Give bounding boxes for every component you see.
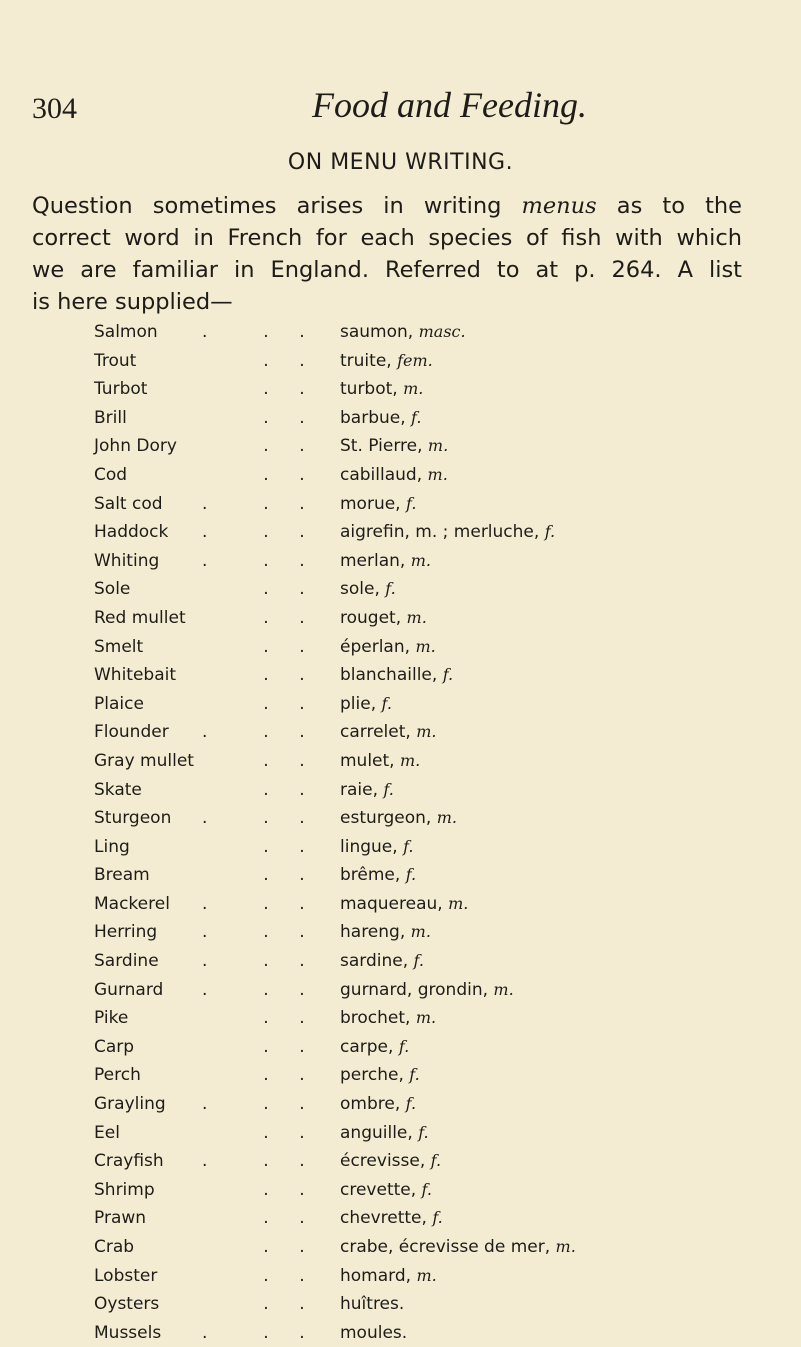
french-name-text: crabe, écrevisse de mer, <box>340 1237 551 1257</box>
running-title: Food and Feeding. <box>312 85 587 125</box>
gender-abbreviation: f. <box>411 407 422 427</box>
list-item <box>94 918 734 947</box>
list-item <box>94 604 734 633</box>
gender-abbreviation: f. <box>385 579 396 599</box>
french-fish-name <box>340 1319 407 1347</box>
dot-leader: . . <box>263 379 305 400</box>
french-name-text: perche, <box>340 1065 404 1086</box>
french-fish-name <box>340 1176 432 1204</box>
list-item <box>94 1262 734 1291</box>
dot-leader: . . <box>263 579 305 600</box>
french-fish-name <box>340 804 457 832</box>
list-item <box>94 690 734 719</box>
french-name-text: carrelet, <box>340 722 411 743</box>
list-item <box>94 375 734 404</box>
french-fish-name <box>340 490 416 518</box>
english-fish-name: Cod <box>94 464 128 485</box>
english-fish-name: Gurnard <box>94 979 164 1000</box>
list-item <box>94 461 734 490</box>
french-fish-name <box>340 976 514 1004</box>
french-name-text: gurnard, grondin, <box>340 979 489 1000</box>
french-fish-name <box>340 1061 420 1089</box>
list-item <box>94 718 734 747</box>
dot-leader: . . <box>263 1208 305 1229</box>
dot-leader: . . <box>263 1008 305 1029</box>
english-fish-name: Pike <box>94 1008 129 1029</box>
dot-leader: . . <box>263 350 305 371</box>
dot-leader: . . <box>263 1122 305 1143</box>
french-fish-name <box>340 690 392 718</box>
list-item <box>94 318 734 347</box>
french-fish-name <box>340 347 433 375</box>
french-fish-name <box>340 1119 429 1147</box>
gender-abbreviation: masc. <box>418 322 466 341</box>
intro-line: is here supplied— <box>32 289 233 315</box>
english-fish-name: Flounder <box>94 722 169 743</box>
dot-leader: . . <box>263 665 305 686</box>
gender-abbreviation: m. <box>427 464 448 484</box>
dot-leader: . . <box>263 750 305 771</box>
english-fish-name: Grayling <box>94 1094 166 1115</box>
french-name-text: esturgeon, <box>340 808 432 829</box>
french-fish-name <box>340 661 453 689</box>
english-fish-name: Crayfish <box>94 1151 164 1172</box>
english-fish-name: Carp <box>94 1036 135 1057</box>
dot-leader: . . <box>263 951 305 972</box>
gender-abbreviation: f. <box>381 693 392 713</box>
dot-leader: . . <box>263 636 305 657</box>
list-item <box>94 1319 734 1347</box>
english-name-dot: . <box>202 922 208 943</box>
list-item <box>94 1147 734 1176</box>
gender-abbreviation: f. <box>418 1122 429 1142</box>
french-name-text: crevette, <box>340 1179 417 1200</box>
dot-leader: . . <box>263 464 305 485</box>
fish-name-list <box>94 318 734 1347</box>
english-name-dot: . <box>202 808 208 829</box>
french-name-text: morue, <box>340 493 401 514</box>
list-item <box>94 1290 734 1319</box>
english-fish-name: Sturgeon <box>94 808 172 829</box>
english-fish-name: Smelt <box>94 636 144 657</box>
english-name-dot: . <box>202 1094 208 1115</box>
english-fish-name: Sardine <box>94 951 159 972</box>
french-fish-name <box>340 718 436 746</box>
french-name-text: ombre, <box>340 1094 401 1115</box>
english-name-dot: . <box>202 893 208 914</box>
dot-leader: . . <box>263 1265 305 1286</box>
french-fish-name <box>340 861 416 889</box>
french-name-text: moules. <box>340 1322 408 1343</box>
english-name-dot: . <box>202 522 208 543</box>
dot-leader: . . <box>263 1036 305 1057</box>
english-fish-name: Mussels <box>94 1322 162 1343</box>
french-name-text: blanchaille, <box>340 665 438 686</box>
list-item <box>94 1119 734 1148</box>
gender-abbreviation: m. <box>427 436 449 456</box>
intro-line: Question sometimes arises in writing menus as to the <box>32 193 743 219</box>
list-item <box>94 547 734 576</box>
list-item <box>94 1233 734 1262</box>
french-fish-name <box>340 575 396 603</box>
english-fish-name: Oysters <box>94 1294 160 1315</box>
list-item <box>94 747 734 776</box>
list-item <box>94 1061 734 1090</box>
english-fish-name: Gray mullet <box>94 750 194 771</box>
dot-leader: . . <box>263 522 305 543</box>
gender-abbreviation: m. <box>493 979 514 999</box>
french-name-text: aigrefin, m. ; merluche, <box>340 522 540 543</box>
gender-abbreviation: m. <box>406 607 427 627</box>
dot-leader: . . <box>263 550 305 571</box>
english-fish-name: John Dory <box>94 436 177 457</box>
french-name-text: raie, <box>340 779 378 800</box>
list-item <box>94 347 734 376</box>
gender-abbreviation: fem. <box>397 350 433 370</box>
french-fish-name <box>340 1204 443 1232</box>
french-name-text: rouget, <box>340 607 402 628</box>
list-item <box>94 1004 734 1033</box>
french-name-text: turbot, <box>340 379 398 400</box>
french-fish-name <box>340 833 414 861</box>
french-fish-name <box>340 947 424 975</box>
gender-abbreviation: f. <box>432 1208 443 1228</box>
dot-leader: . . <box>263 1094 305 1115</box>
french-name-text: mulet, <box>340 750 395 771</box>
list-item <box>94 1176 734 1205</box>
list-item <box>94 1033 734 1062</box>
french-fish-name <box>340 547 431 575</box>
english-fish-name: Red mullet <box>94 607 186 628</box>
english-fish-name: Perch <box>94 1065 141 1086</box>
french-fish-name <box>340 375 423 403</box>
gender-abbreviation: f. <box>383 779 394 799</box>
french-name-text: sole, <box>340 579 380 600</box>
gender-abbreviation: f. <box>430 1151 442 1171</box>
list-item <box>94 518 734 547</box>
french-fish-name <box>340 1147 441 1175</box>
list-item <box>94 575 734 604</box>
french-fish-name <box>340 1262 437 1290</box>
gender-abbreviation: m. <box>415 1008 437 1028</box>
english-name-dot: . <box>202 322 208 342</box>
french-name-text: homard, <box>340 1265 412 1286</box>
gender-abbreviation: f. <box>403 836 414 856</box>
list-item <box>94 633 734 662</box>
french-name-text: truite, <box>340 350 392 371</box>
english-fish-name: Ling <box>94 836 130 857</box>
french-name-text: St. Pierre, <box>340 436 423 457</box>
dot-leader: . . <box>263 808 305 829</box>
list-item <box>94 1204 734 1233</box>
list-item <box>94 432 734 461</box>
french-fish-name <box>340 461 448 489</box>
list-item <box>94 661 734 690</box>
dot-leader: . . <box>263 1237 305 1257</box>
english-name-dot: . <box>202 550 208 571</box>
dot-leader: . . <box>263 893 305 914</box>
dot-leader: . . <box>263 1065 305 1086</box>
dot-leader: . . <box>263 693 305 714</box>
dot-leader: . . <box>263 722 305 743</box>
dot-leader: . . <box>263 1151 305 1172</box>
dot-leader: . . <box>263 1179 305 1200</box>
list-item <box>94 776 734 805</box>
english-fish-name: Crab <box>94 1237 135 1257</box>
french-fish-name <box>340 604 427 632</box>
intro-paragraph <box>32 190 742 318</box>
french-fish-name <box>340 918 431 946</box>
french-name-text: sardine, <box>340 951 409 972</box>
english-fish-name: Salt cod <box>94 493 163 514</box>
gender-abbreviation: f. <box>442 665 454 685</box>
english-fish-name: Lobster <box>94 1265 158 1286</box>
dot-leader: . . <box>263 322 305 342</box>
french-fish-name <box>340 318 466 346</box>
french-fish-name <box>340 1290 404 1318</box>
french-fish-name <box>340 404 421 432</box>
dot-leader: . . <box>263 493 305 514</box>
french-fish-name <box>340 747 420 775</box>
french-fish-name <box>340 518 555 546</box>
gender-abbreviation: m. <box>410 922 431 942</box>
gender-abbreviation: m. <box>410 550 431 570</box>
french-fish-name <box>340 1233 576 1261</box>
gender-abbreviation: m. <box>555 1237 576 1256</box>
gender-abbreviation: m. <box>415 636 436 656</box>
list-item <box>94 976 734 1005</box>
english-fish-name: Prawn <box>94 1208 147 1229</box>
dot-leader: . . <box>263 607 305 628</box>
english-fish-name: Whitebait <box>94 665 177 686</box>
list-item <box>94 833 734 862</box>
gender-abbreviation: m. <box>416 1265 437 1285</box>
french-fish-name <box>340 633 436 661</box>
gender-abbreviation: f. <box>398 1036 410 1056</box>
dot-leader: . . <box>263 407 305 428</box>
french-name-text: hareng, <box>340 922 406 943</box>
english-name-dot: . <box>202 1151 208 1172</box>
intro-line: correct word in French for each species of fish with which <box>32 225 742 251</box>
list-item <box>94 947 734 976</box>
dot-leader: . . <box>263 436 305 457</box>
list-item <box>94 804 734 833</box>
english-name-dot: . <box>202 951 208 972</box>
french-fish-name <box>340 1033 409 1061</box>
french-name-text: anguille, <box>340 1122 413 1143</box>
page-number: 304 <box>32 92 77 125</box>
list-item <box>94 861 734 890</box>
dot-leader: . . <box>263 922 305 943</box>
french-fish-name <box>340 1090 416 1118</box>
french-name-text: brochet, <box>340 1008 411 1029</box>
gender-abbreviation: f. <box>413 951 424 971</box>
french-fish-name <box>340 1004 436 1032</box>
gender-abbreviation: m. <box>400 750 421 770</box>
gender-abbreviation: f. <box>421 1179 432 1199</box>
gender-abbreviation: f. <box>405 1094 417 1114</box>
french-name-text: écrevisse, <box>340 1151 426 1172</box>
english-name-dot: . <box>202 1322 208 1343</box>
dot-leader: . . <box>263 979 305 1000</box>
english-fish-name: Mackerel <box>94 893 170 914</box>
english-fish-name: Sole <box>94 579 131 600</box>
english-name-dot: . <box>202 722 208 743</box>
section-heading: ON MENU WRITING. <box>287 150 514 175</box>
french-name-text: chevrette, <box>340 1208 427 1229</box>
french-name-text: éperlan, <box>340 636 411 657</box>
gender-abbreviation: f. <box>409 1065 420 1085</box>
french-fish-name <box>340 776 394 804</box>
french-name-text: plie, <box>340 693 377 714</box>
english-name-dot: . <box>202 493 208 514</box>
gender-abbreviation: m. <box>436 808 457 828</box>
dot-leader: . . <box>263 836 305 857</box>
dot-leader: . . <box>263 779 305 800</box>
english-fish-name: Trout <box>94 350 137 371</box>
list-item <box>94 404 734 433</box>
french-fish-name <box>340 432 448 460</box>
english-fish-name: Shrimp <box>94 1179 155 1200</box>
french-name-text: barbue, <box>340 407 406 428</box>
gender-abbreviation: m. <box>416 722 437 742</box>
gender-abbreviation: m. <box>403 379 424 399</box>
english-fish-name: Turbot <box>94 379 148 400</box>
gender-abbreviation: f. <box>405 865 417 885</box>
list-item <box>94 1090 734 1119</box>
english-fish-name: Brill <box>94 407 127 428</box>
english-fish-name: Salmon <box>94 322 158 342</box>
english-fish-name: Bream <box>94 865 150 886</box>
gender-abbreviation: m. <box>448 893 469 913</box>
english-fish-name: Whiting <box>94 550 160 571</box>
dot-leader: . . <box>263 1294 305 1315</box>
gender-abbreviation: f. <box>544 522 556 542</box>
french-name-text: brême, <box>340 865 401 886</box>
dot-leader: . . <box>263 1322 305 1343</box>
french-name-text: huîtres. <box>340 1294 405 1315</box>
french-name-text: lingue, <box>340 836 398 857</box>
french-name-text: merlan, <box>340 550 406 571</box>
english-name-dot: . <box>202 979 208 1000</box>
gender-abbreviation: f. <box>406 493 417 513</box>
english-fish-name: Plaice <box>94 693 144 714</box>
french-name-text: saumon, <box>340 322 414 342</box>
list-item <box>94 490 734 519</box>
english-fish-name: Eel <box>94 1122 120 1143</box>
intro-line: we are familiar in England. Referred to at p. 264. A list <box>32 257 742 283</box>
english-fish-name: Herring <box>94 922 158 943</box>
french-name-text: cabillaud, <box>340 464 423 485</box>
english-fish-name: Skate <box>94 779 142 800</box>
french-name-text: maquereau, <box>340 893 443 914</box>
list-item <box>94 890 734 919</box>
dot-leader: . . <box>263 865 305 886</box>
french-name-text: carpe, <box>340 1036 394 1057</box>
english-fish-name: Haddock <box>94 522 169 543</box>
french-fish-name <box>340 890 468 918</box>
